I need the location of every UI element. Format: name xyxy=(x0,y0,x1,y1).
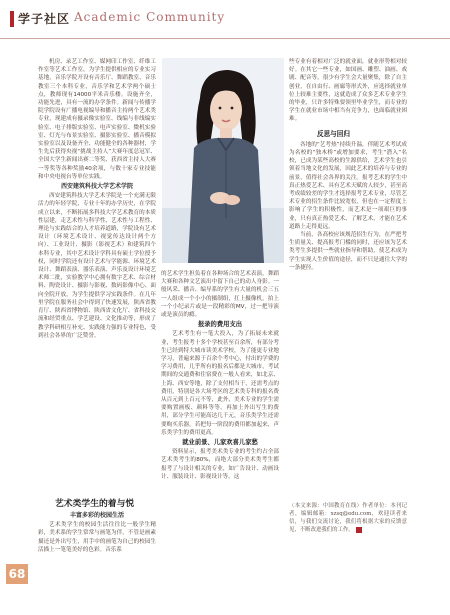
paragraph: 艺术考生有一笔大投入，为了拓展未来就业，考生报考十多个学校甚至百余所，有部分考生已经到特大城市读美术学校，为了能更专业地学习，普遍来源于百余个考中心，付出的学费的学习费用，几乎所有的报名后都是大城市，考试期间的交通费和住宿费在一般人看来，如北京、上海、西安等地，除了支付相当于，还需考点的费用，特别是各大场考区的艺术类专科的报名费从百元到上百元不等，此外，美术专业的学生需要购置画板、颜料等等，再加上外出写生的费用，部分学生可能高达几千元，音乐类学生还需要购买乐器，若把每一阶段的费用都加起来，声乐类学生的费用更高。 xyxy=(161,331,279,436)
portrait-photo xyxy=(162,58,284,263)
paragraph: 资料显示，报考美术类专业的考生约占全部艺术类考生的80%，而绝大部分美术类考生都报考了与设计相关的专业，如广告设计、动画设计、服装设计、影视设计等，这 xyxy=(161,449,279,480)
column-1-lower xyxy=(38,510,156,554)
footnote-text: （本文来源：中国教育在线）作者单位：本刊记者，编辑邮箱：xzsq@edu.com，欢迎读者来信，与我们交流讨论，我们将根据大家的反馈意见，不断改进我们的工作。 xyxy=(289,503,407,533)
section-subtitle: Academic Community xyxy=(74,10,226,24)
left-margin xyxy=(0,38,28,615)
article-section-title: 艺术类学生的着与悦 xyxy=(55,499,135,509)
footnote xyxy=(289,502,407,534)
paragraph: 各地的“艺考热”持续升温，伴随艺术考试成为名校的“独木桥”或增加要求，考生“潜入”名校，已成为某些高校的生源供给，艺术学生也引领着当地文化的发展，因此艺术的培养与专业的前景，值得社会各界的关注。报考艺术的学生中真正热爱艺术、具有艺术天赋的人较少，甚至高考成绩较差的学生才选择报考艺术专业，尽管艺术专业的招生条件比较宽松，但也在一定程度上影响了学生的积极性，而艺术是一项艰巨的事业，只有真正热爱艺术、了解艺术，才能在艺术道路上走得更远。 xyxy=(289,141,407,230)
portrait-illustration xyxy=(162,58,284,263)
subheading: 西安建筑科技大学艺术学院 xyxy=(60,183,133,191)
section-title: 学子社区 xyxy=(18,12,71,26)
end-mark-icon xyxy=(356,527,362,533)
subheading: 就业前景、儿家欢喜儿家愁 xyxy=(182,439,258,447)
paragraph: 机房、录艺工作室、媒网印工作室、纤维工作室等艺术工作室，为学生提供相应的专业实习基地，音乐学院开设有音乐厅、舞蹈教室、音乐教室三个本科专业，音乐学和艺术学两个硕士点，教师现有14000平米音乐楼。设施齐全，功能先进，具有一流的办学条件。新闻与传播学院学院设有广播电视编导和播音主持两个艺术类专业，现建成有摄录像实验室、线编与非线编实验室、电子排版实验室、电声实验室、微机实验室、灯光与布景实验室、摄影实验室、播音模拟实验室以及设备齐全、功能健全的各种器材，学生先后获得央视“挑战主持人”大赛年度总冠军、全国大学生新闻出赛二等奖、获西省主持人大赛一等奖等各种奖励40余项，与数十家专业技能和中央电视台等单位实践。 xyxy=(38,59,156,180)
column-2 xyxy=(161,270,279,481)
section-heading: 反思与回归 xyxy=(317,129,350,138)
paragraph: 当前，各高校应该规范招生行为，在严把考生质量关、提高报考门槛的同时，还应该为艺术类考生多提供一些就业指导和帮助，使艺术成为学生实现人生价值的途径，而不只是通往大学的一条捷径。 xyxy=(289,232,407,271)
page-header xyxy=(0,0,450,39)
paragraph: 艺术类学生的校园生活往往比一般学生精彩，美术系的学生常常与画笔为伴，不管是画素描还是外出写生，用手中的画笔为自己的校园生活描上一笔笔美好的色彩。音乐系 xyxy=(38,522,156,553)
column-3 xyxy=(289,58,407,272)
paragraph: 些专业有着相对广泛的就业面，就业形势相对较好。在其它一些专业，如国画、雕塑、油画、戏剧、配音等，很少有学生会大量聚集，除了自主创业，在自由行、画廊等形式外，应选择就业单位上较难主要性，这就造成了众多艺术专业学生的毕业，只许多特殊要领里毕业学生，而专业的学生在就业市场中相当有竞争力，也面临就业困难。 xyxy=(289,59,407,123)
subheading: 丰富多彩的校园生活 xyxy=(69,512,124,519)
page-number: 68 xyxy=(6,564,28,584)
header-accent-bar xyxy=(10,11,14,27)
column-1 xyxy=(38,58,156,340)
paragraph: 的艺术学生担负着在各种场合的艺术表演，舞蹈大赛和各种文艺演出中留下自己的动人身影。一般风采、播音、编导系的学生有大量的机会三五一人组成一个小小的摄制组，扛上摄像机，拍上一个小纪录片或是一段精彩的MV，过一把导演或是演员的瘾。 xyxy=(161,271,279,319)
paragraph: 西安建筑科技大学艺术学院是一个充满无限活力的年轻学院，专业十年的办学历史，在学院成立以来，不断拓展多科技大学艺术教育的本质性层建，走艺术性与科学性、艺术性与工程性、理论与实践结合的人才培养道路，学院设有艺术设计（环境艺术设计、视觉传达设计两个方向）、工业设计、摄影（影视艺术）和建筑四个本科专业，其中艺术设计学科具有硕士学位授予权，同时学院还有设计艺术与学能源、环境艺术设计、舞蹈表演、器乐表演、声乐及设计环境艺术师二批，实验教学中心拥有数字艺术、综合材料、陶瓷设计、摄影与影视、数码影像中心、面向全院开放，为学生提供学习实践条件。在几年里学院在服务社会中得到了快速发展，陕西省教育厅、陕西省博物馆、陕西省文化厅、省科技交流和经贸重点、学艺建设、文化推动等，形成了教学科研相互补充、实践能力强的专业特色，受到社会各界的广泛赞誉。 xyxy=(38,193,156,339)
subheading: 报录的费用支出 xyxy=(197,321,243,329)
